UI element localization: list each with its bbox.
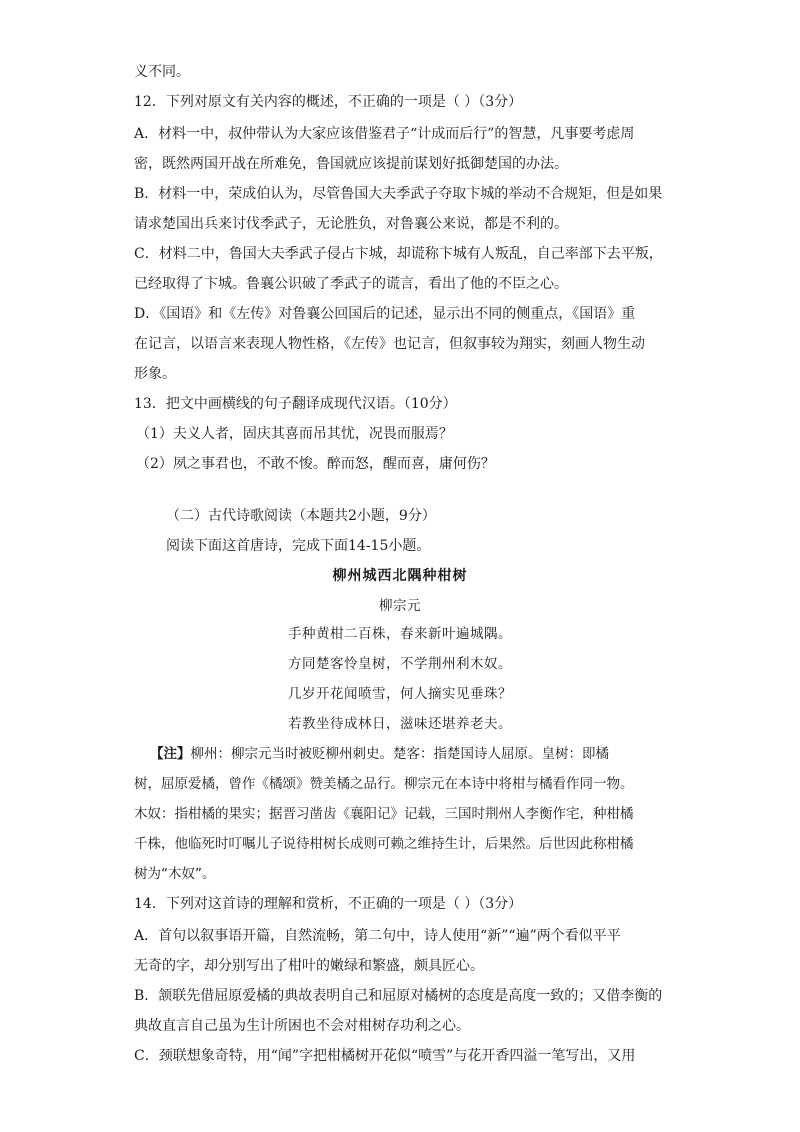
poem-verse: 几岁开花闻喷雪，何人摘实见垂珠？: [288, 686, 512, 702]
q14-option-a-line-2: 无奇的字，却分别写出了柑叶的嫩绿和繁盛，颇具匠心。: [134, 958, 484, 974]
note-line: 树为“木奴”。: [134, 866, 216, 882]
option-d-line-1: D．《国语》和《左传》对鲁襄公回国后的记述，显示出不同的侧重点，《国语》重: [134, 306, 636, 322]
note-label: 【注】: [150, 746, 191, 762]
poem-verse: 手种黄柑二百株，春来新叶遍城隅。: [288, 626, 512, 642]
question-12-stem: 12．下列对原文有关内容的概述，不正确的一项是（ ）（3分）: [134, 94, 523, 110]
question-14-stem: 14．下列对这首诗的理解和赏析，不正确的一项是（ ）（3分）: [134, 896, 523, 912]
q14-option-c-line-1: C．颈联想象奇特，用“闻”字把柑橘树开花似“喷雪”与花开香四溢一笔写出，又用: [134, 1048, 636, 1064]
section-heading: （二）古代诗歌阅读（本题共2小题，9分）: [166, 508, 436, 524]
poem-title: 柳州城西北隅种柑树: [332, 568, 468, 584]
translation-item-2: （2）夙之事君也，不敢不悛。醉而怒，醒而喜，庸何伤？: [136, 456, 495, 472]
option-a-line-1: A．材料一中，叔仲带认为大家应该借鉴君子“计成而后行”的智慧，凡事要考虑周: [134, 126, 635, 142]
option-b-line-1: B．材料一中，荣成伯认为，尽管鲁国大夫季武子夺取卞城的举动不合规矩，但是如果: [134, 186, 663, 202]
note-line: 千株，他临死时叮嘱儿子说待柑树长成则可赖之维持生计，后果然。后世因此称柑橘: [134, 836, 634, 852]
note-text: 柳州：柳宗元当时被贬柳州刺史。楚客：指楚国诗人屈原。皇树：即橘: [190, 746, 609, 762]
option-c-line-1: C．材料二中，鲁国大夫季武子侵占卞城，却谎称卞城有人叛乱，自己率部下去平叛，: [134, 246, 663, 262]
poem-author: 柳宗元: [379, 598, 421, 614]
translation-item-1: （1）夫义人者，固庆其喜而吊其忧，况畏而服焉？: [136, 426, 453, 442]
option-d-line-2: 在记言，以语言来表现人物性格，《左传》也记言，但叙事较为翔实，刻画人物生动: [134, 336, 645, 352]
q14-option-b-line-2: 典故直言自己虽为生计所困也不会对柑树存功利之心。: [134, 1018, 470, 1034]
question-13-stem: 13．把文中画横线的句子翻译成现代汉语。（10分）: [134, 396, 457, 412]
note-line: 树，屈原爱橘，曾作《橘颂》赞美橘之品行。柳宗元在本诗中将柑与橘看作同一物。: [134, 776, 634, 792]
section-instruction: 阅读下面这首唐诗，完成下面14-15小题。: [166, 538, 431, 554]
poem-verse: 若教坐待成林日，滋味还堪养老夫。: [288, 716, 512, 732]
text-line: 义不同。: [134, 64, 190, 80]
note-line-1: [150, 744, 609, 764]
option-b-line-2: 请求楚国出兵来讨伐季武子，无论胜负，对鲁襄公来说，都是不利的。: [134, 216, 568, 232]
q14-option-b-line-1: B．颔联先借屈原爱橘的典故表明自己和屈原对橘树的态度是高度一致的；又借李衡的: [134, 988, 663, 1004]
q14-option-a-line-1: A．首句以叙事语开篇，自然流畅，第二句中，诗人使用“新”“遍”两个看似平平: [134, 928, 621, 944]
note-line: 木奴：指柑橘的果实；据晋习凿齿《襄阳记》记载，三国时荆州人李衡作宅，种柑橘: [134, 806, 634, 822]
option-a-line-2: 密，既然两国开战在所难免，鲁国就应该提前谋划好抵御楚国的办法。: [134, 156, 568, 172]
option-c-line-2: 已经取得了卞城。鲁襄公识破了季武子的谎言，看出了他的不臣之心。: [134, 276, 568, 292]
option-d-line-3: 形象。: [134, 366, 176, 382]
poem-verse: 方同楚客怜皇树，不学荆州利木奴。: [288, 656, 512, 672]
